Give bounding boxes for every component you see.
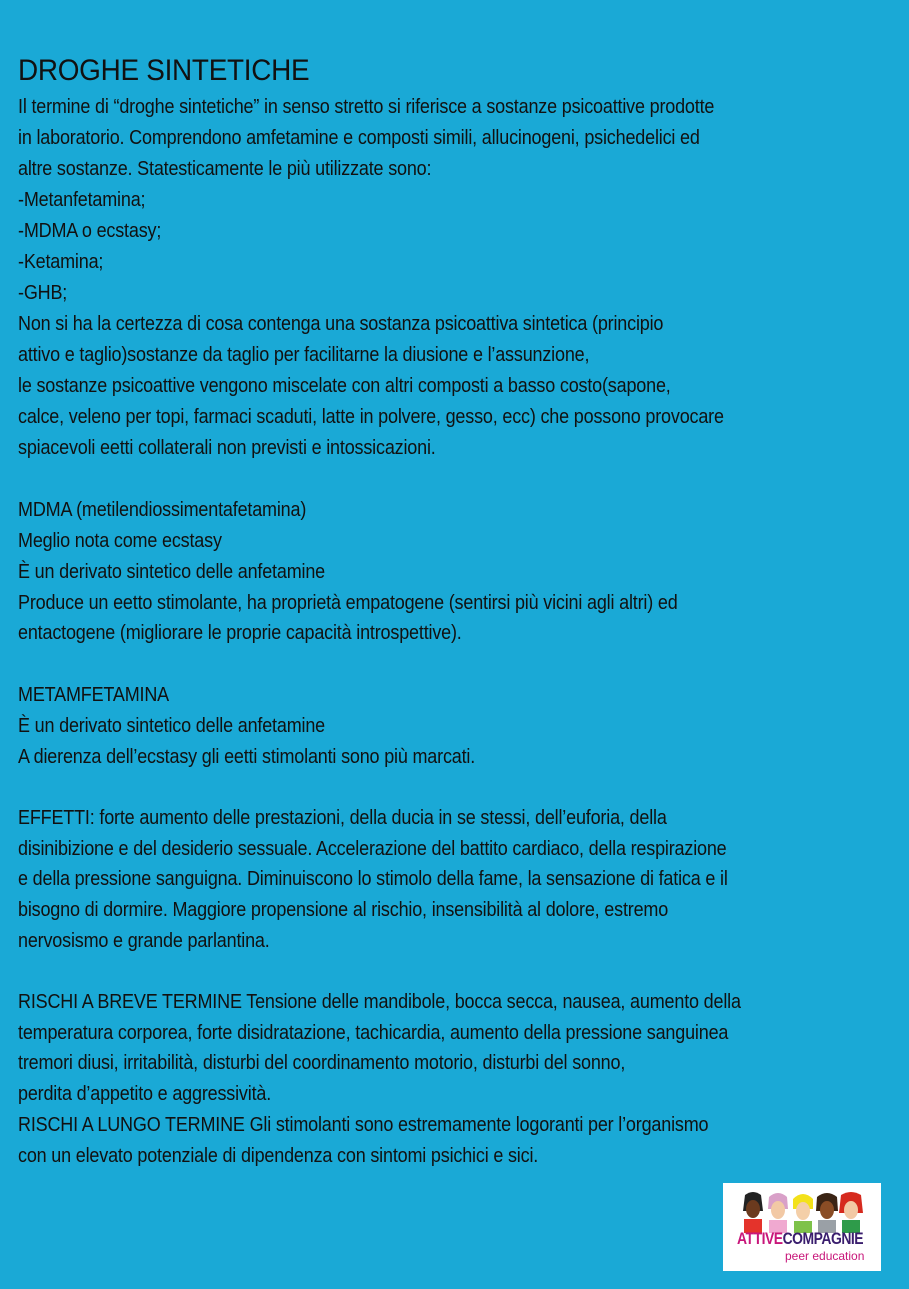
body-line: con un elevato potenziale di dipendenza con sintomi psichici e sici. <box>18 1145 539 1167</box>
body-line: in laboratorio. Comprendono amfetamine e composti simili, allucinogeni, psichedelici ed <box>18 127 700 149</box>
body-line: altre sostanze. Statesticamente le più utilizzate sono: <box>18 158 432 180</box>
section-rischi-lungo: RISCHI A LUNGO TERMINE Gli stimolanti sono estremamente logoranti per l’organismo <box>18 1114 709 1136</box>
body-line: Il termine di “droghe sintetiche” in senso stretto si riferisce a sostanze psicoattive prodotte <box>18 96 715 118</box>
section-effetti: EFFETTI: forte aumento delle prestazioni, della ducia in se stessi, dell’euforia, della <box>18 807 667 829</box>
document-title: DROGHE SINTETICHE <box>18 54 310 87</box>
section-heading-mdma: MDMA (metilendiossimentafetamina) <box>18 499 307 521</box>
body-line: attivo e taglio)sostanze da taglio per facilitarne la diusione e l’assunzione, <box>18 344 590 366</box>
body-line: tremori diusi, irritabilità, disturbi del coordinamento motorio, disturbi del sonno, <box>18 1052 626 1074</box>
body-line: Produce un eetto stimolante, ha proprietà empatogene (sentirsi più vicini agli altri) ed <box>18 592 678 614</box>
body-line: Meglio nota come ecstasy <box>18 530 222 552</box>
face-icon <box>768 1193 788 1233</box>
body-line: Non si ha la certezza di cosa contenga una sostanza psicoattiva sintetica (principio <box>18 313 664 335</box>
body-line: e della pressione sanguigna. Diminuiscono lo stimolo della fame, la sensazione di fatica e il <box>18 868 728 890</box>
logo-word-attive: ATTIVE <box>737 1229 783 1248</box>
face-icon <box>743 1192 763 1233</box>
body-line: A dierenza dell’ecstasy gli eetti stimolanti sono più marcati. <box>18 746 476 768</box>
body-line: È un derivato sintetico delle anfetamine <box>18 561 325 583</box>
body-line: perdita d’appetito e aggressività. <box>18 1083 272 1105</box>
faces-illustration-icon <box>723 1189 881 1233</box>
section-heading-metamfetamina: METAMFETAMINA <box>18 684 169 706</box>
body-line: entactogene (migliorare le proprie capacità introspettive). <box>18 622 462 644</box>
face-icon <box>839 1192 863 1233</box>
body-line: nervosismo e grande parlantina. <box>18 930 270 952</box>
body-line: È un derivato sintetico delle anfetamine <box>18 715 325 737</box>
body-line: spiacevoli eetti collaterali non previsti e intossicazioni. <box>18 437 436 459</box>
logo-word-compagnie: COMPAGNIE <box>782 1229 864 1248</box>
body-line: bisogno di dormire. Maggiore propensione al rischio, insensibilità al dolore, estremo <box>18 899 669 921</box>
body-line: calce, veleno per topi, farmaci scaduti, latte in polvere, gesso, ecc) che possono provocare <box>18 406 724 428</box>
face-icon <box>816 1193 838 1233</box>
section-rischi-breve: RISCHI A BREVE TERMINE Tensione delle mandibole, bocca secca, nausea, aumento della <box>18 991 741 1013</box>
body-line: disinibizione e del desiderio sessuale. Accelerazione del battito cardiaco, della respirazione <box>18 838 727 860</box>
body-line: -MDMA o ecstasy; <box>18 220 162 242</box>
logo-wordmark <box>737 1229 863 1249</box>
attive-compagnie-logo <box>723 1183 881 1271</box>
body-line: le sostanze psicoattive vengono miscelate con altri composti a basso costo(sapone, <box>18 375 671 397</box>
body-line: -GHB; <box>18 282 68 304</box>
logo-tagline: peer education <box>785 1249 865 1263</box>
body-line: -Ketamina; <box>18 251 104 273</box>
body-line: temperatura corporea, forte disidratazione, tachicardia, aumento della pressione sanguinea <box>18 1022 729 1044</box>
body-line: -Metanfetamina; <box>18 189 146 211</box>
face-icon <box>793 1194 813 1233</box>
